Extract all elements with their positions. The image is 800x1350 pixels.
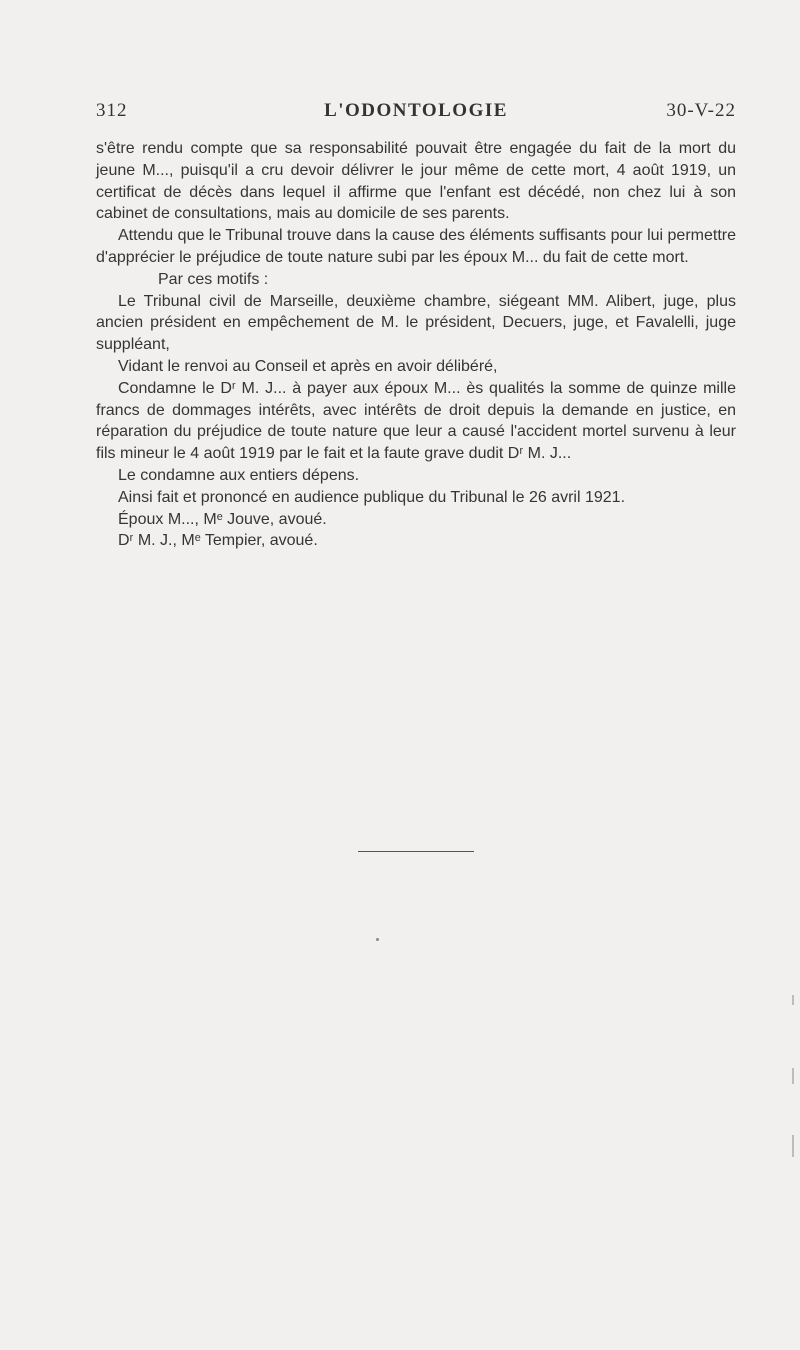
- section-divider: [358, 851, 474, 852]
- article-body: [96, 138, 736, 552]
- page-header: [96, 100, 736, 126]
- paragraph-attendu: Attendu que le Tribunal trouve dans la cause des éléments suffisants pour lui permettre d'apprécier le préjudice de toute nature subi par les époux M... du fait de cette mort.: [96, 227, 736, 266]
- paragraph-docteur: Dʳ M. J., Mᵉ Tempier, avoué.: [118, 532, 318, 550]
- paragraph-ainsi: Ainsi fait et prononcé en audience publique du Tribunal le 26 avril 1921.: [118, 488, 626, 506]
- edge-mark: [792, 995, 794, 1005]
- edge-mark: [792, 1135, 794, 1157]
- paragraph-motifs: Par ces motifs :: [158, 270, 269, 288]
- paragraph-vidant: Vidant le renvoi au Conseil et après en avoir délibéré,: [118, 357, 498, 375]
- paper-speck: [376, 938, 379, 941]
- edge-mark: [792, 1068, 794, 1084]
- paragraph-continuation: s'être rendu compte que sa responsabilité pouvait être engagée du fait de la mort du jeune M..., puisqu'il a cru devoir délivrer le jour même de cette mort, 4 août 1919, un certificat de décès dans lequel il affirme que l'enfant est décédé, non chez lui à son cabinet de consultations, mais au domicile de ses parents.: [96, 140, 736, 223]
- paragraph-epoux: Époux M..., Mᵉ Jouve, avoué.: [118, 510, 327, 528]
- issue-date: 30-V-22: [666, 100, 736, 121]
- journal-title: L'ODONTOLOGIE: [324, 100, 508, 121]
- page-number: 312: [96, 100, 128, 121]
- paragraph-tribunal: Le Tribunal civil de Marseille, deuxième chambre, siégeant MM. Alibert, juge, plus ancien président en empêchement de M. le président, Decuers, juge, et Favalelli, juge suppléant,: [96, 292, 736, 354]
- paragraph-condamne: Condamne le Dʳ M. J... à payer aux époux M... ès qualités la somme de quinze mille francs de dommages intérêts, avec intérêts de droit depuis la demande en justice, en réparation du préjudice de toute nature que leur a causé l'accident mortel survenu à leur fils mineur le 4 août 1919 par le fait et la faute grave dudit Dʳ M. J...: [96, 379, 736, 463]
- paragraph-depens: Le condamne aux entiers dépens.: [118, 466, 360, 484]
